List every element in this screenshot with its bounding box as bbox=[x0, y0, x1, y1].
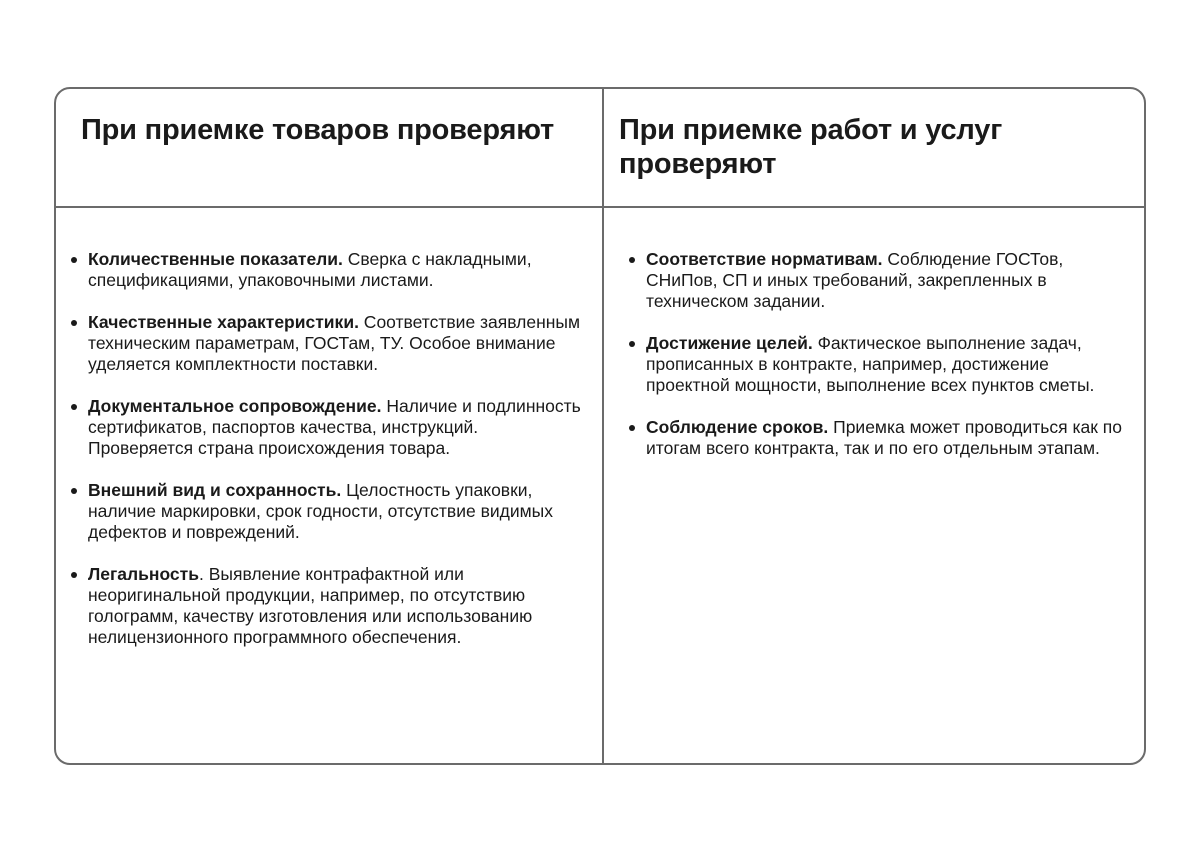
item-text: Наличие и подлинность сертификатов, паспортов качества, инструкций. Проверяется страна происхождения товара. bbox=[88, 396, 581, 458]
column-divider bbox=[602, 89, 604, 763]
bullet-icon bbox=[71, 572, 77, 578]
item-text: Целостность упаковки, наличие маркировки, срок годности, отсутствие видимых дефектов и повреждений. bbox=[88, 480, 554, 542]
item-text: Соблюдение ГОСТов, СНиПов, СП и иных требований, закрепленных в техническом задании. bbox=[646, 249, 1064, 311]
item-text: Сверка с накладными, спецификациями, упаковочными листами. bbox=[88, 249, 532, 290]
item-term: Соблюдение сроков. bbox=[646, 417, 829, 437]
header-divider bbox=[56, 206, 1144, 208]
list-item bbox=[68, 249, 588, 291]
item-term: Количественные показатели. bbox=[88, 249, 343, 269]
item-text: . Выявление контрафактной или неоригинальной продукции, например, по отсутствию голограмм, качеству изготовления или использованию нелицензионного программного обеспечения. bbox=[88, 564, 533, 647]
item-term: Соответствие нормативам. bbox=[646, 249, 883, 269]
bullet-icon bbox=[71, 404, 77, 410]
list-item bbox=[68, 312, 588, 375]
bullet-icon bbox=[629, 341, 635, 347]
comparison-table bbox=[54, 87, 1146, 765]
item-term: Достижение целей. bbox=[646, 333, 813, 353]
goods-column-header: При приемке товаров проверяют bbox=[81, 114, 555, 146]
bullet-icon bbox=[71, 320, 77, 326]
bullet-icon bbox=[629, 257, 635, 263]
item-term: Легальность bbox=[88, 564, 199, 584]
item-term: Документальное сопровождение. bbox=[88, 396, 382, 416]
list-item bbox=[626, 333, 1126, 396]
works-checklist bbox=[626, 249, 1126, 480]
bullet-icon bbox=[629, 425, 635, 431]
list-item bbox=[68, 480, 588, 543]
list-item bbox=[626, 249, 1126, 312]
list-item bbox=[68, 396, 588, 459]
item-text: Соответствие заявленным техническим параметрам, ГОСТам, ТУ. Особое внимание уделяется комплектности поставки. bbox=[88, 312, 581, 374]
item-text: Фактическое выполнение задач, прописанных в контракте, например, достижение проектной мощности, выполнение всех пунктов сметы. bbox=[646, 333, 1095, 395]
item-term: Качественные характеристики. bbox=[88, 312, 359, 332]
item-term: Внешний вид и сохранность. bbox=[88, 480, 342, 500]
list-item bbox=[626, 417, 1126, 459]
bullet-icon bbox=[71, 257, 77, 263]
item-text: Приемка может проводиться как по итогам всего контракта, так и по его отдельным этапам. bbox=[646, 417, 1122, 458]
works-column-header: При приемке работ и услуг проверяют bbox=[619, 114, 1003, 180]
goods-checklist bbox=[68, 249, 588, 669]
bullet-icon bbox=[71, 488, 77, 494]
list-item bbox=[68, 564, 588, 648]
